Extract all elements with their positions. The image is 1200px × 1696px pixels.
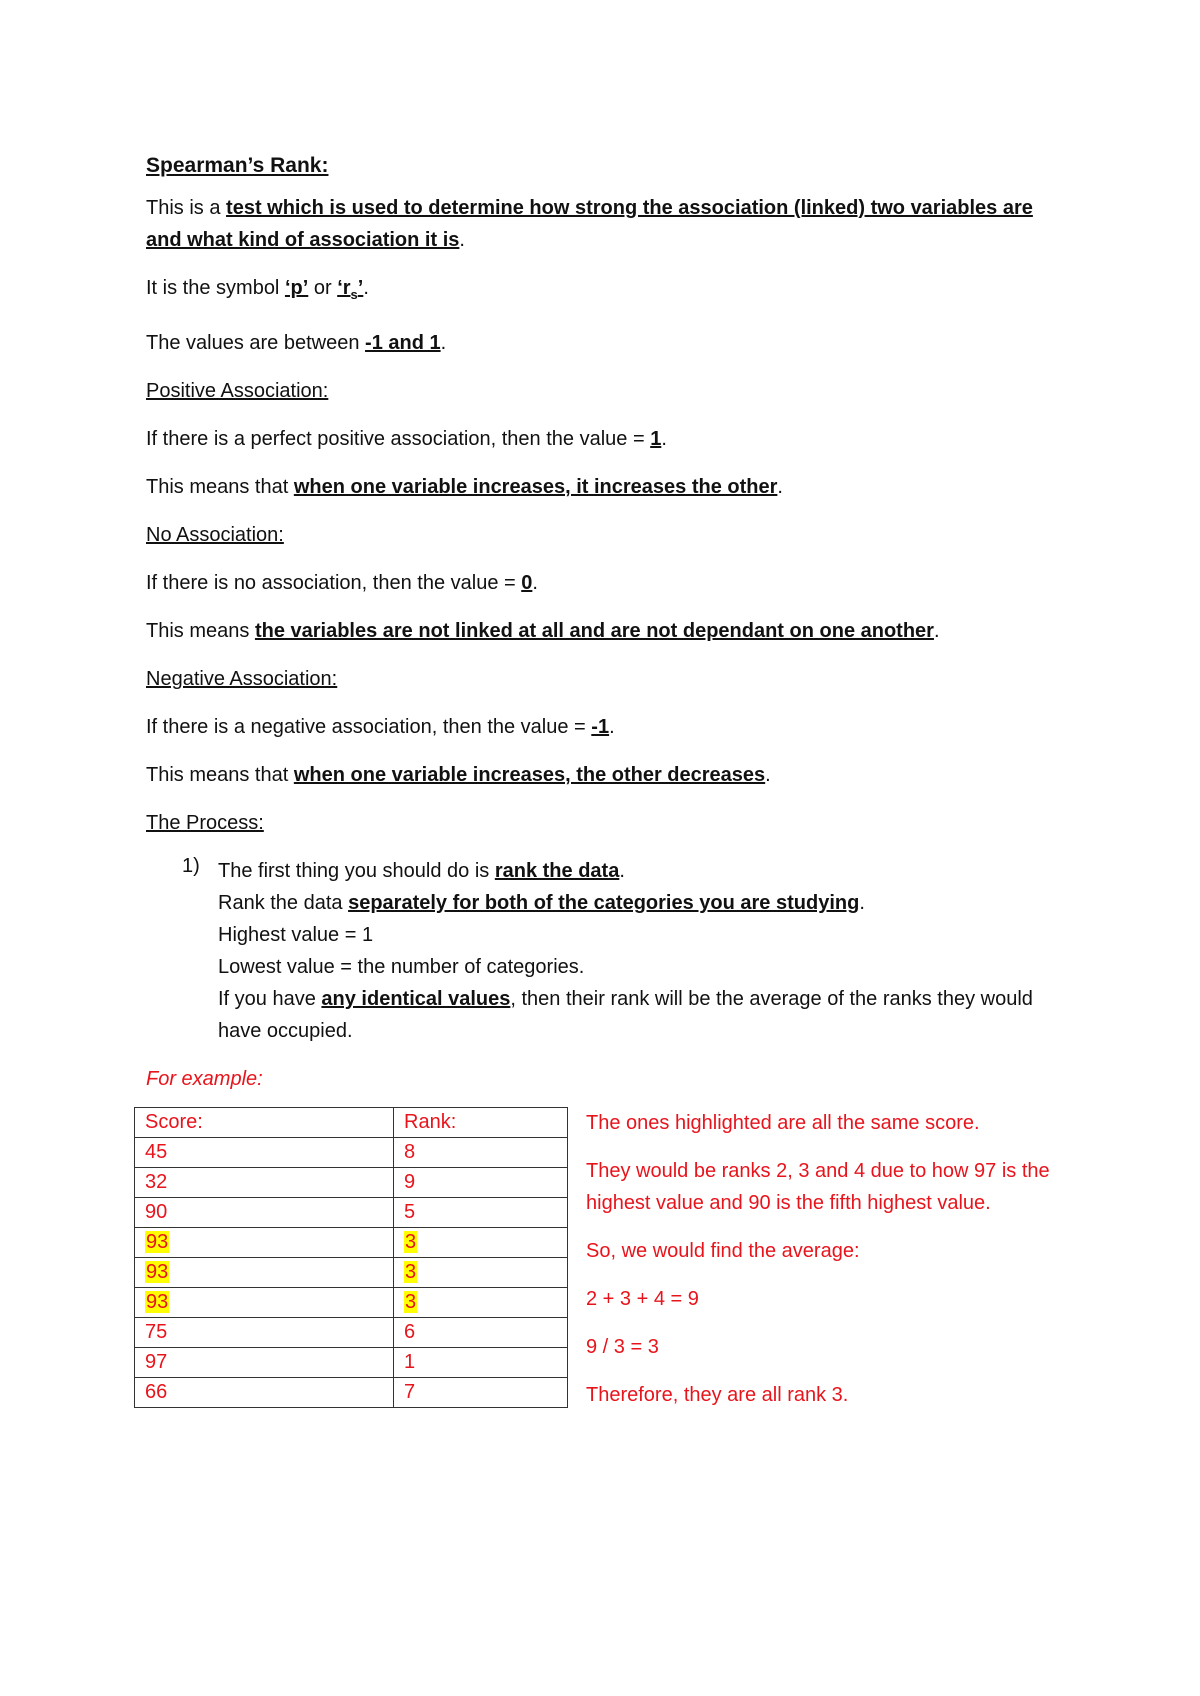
negative-heading: Negative Association: <box>146 668 338 690</box>
rank-table <box>134 1107 568 1408</box>
table-row <box>135 1168 568 1198</box>
positive-value-line: If there is a perfect positive association, then the value = 1. <box>146 428 667 450</box>
score-cell: 93 <box>135 1288 394 1318</box>
score-cell: 90 <box>135 1198 394 1228</box>
intro-emphasis: test which is used to determine how strong the association (linked) two variables are and what kind of association it is <box>146 197 1033 251</box>
rank-cell: 3 <box>394 1228 568 1258</box>
example-label: For example: <box>146 1068 263 1090</box>
symbol-p: ‘p’ <box>284 277 309 299</box>
positive-meaning-line: This means that when one variable increases, it increases the other. <box>146 476 783 498</box>
score-header: Score: <box>135 1108 394 1138</box>
explanation-notes <box>586 1107 1066 1427</box>
table-row <box>135 1318 568 1348</box>
process-heading: The Process: <box>146 812 264 834</box>
positive-heading: Positive Association: <box>146 380 329 402</box>
note-division: 9 / 3 = 3 <box>586 1336 659 1358</box>
score-cell: 66 <box>135 1378 394 1408</box>
values-range-line: The values are between -1 and 1. <box>146 332 447 354</box>
no-association-heading: No Association: <box>146 524 284 546</box>
list-number: 1) <box>182 855 200 877</box>
rank-cell: 8 <box>394 1138 568 1168</box>
note-sum: 2 + 3 + 4 = 9 <box>586 1288 699 1310</box>
negative-value-line: If there is a negative association, then the value = -1. <box>146 716 615 738</box>
process-step-1: 1) The first thing you should do is rank the data. Rank the data separately for both of the categories you are studying. Highest value = 1 Lowest value = the number of categories. If you have any identical values, then their rank will be the average of the ranks they would have occupied. <box>182 855 1033 1042</box>
score-cell: 93 <box>135 1258 394 1288</box>
negative-meaning-line: This means that when one variable increases, the other decreases. <box>146 764 771 786</box>
note-average: So, we would find the average: <box>586 1240 860 1262</box>
score-cell: 75 <box>135 1318 394 1348</box>
table-row <box>135 1288 568 1318</box>
score-cell: 32 <box>135 1168 394 1198</box>
table-row <box>135 1378 568 1408</box>
table-row <box>135 1348 568 1378</box>
rank-cell: 5 <box>394 1198 568 1228</box>
no-association-value-line: If there is no association, then the value = 0. <box>146 572 538 594</box>
symbol-line: It is the symbol ‘p’ or ‘$r_s$’. <box>146 277 369 302</box>
table-row <box>135 1228 568 1258</box>
rank-cell: 3 <box>394 1258 568 1288</box>
rank-cell: 7 <box>394 1378 568 1408</box>
note-ranks: They would be ranks 2, 3 and 4 due to how 97 is the highest value and 90 is the fifth highest value. <box>586 1160 1050 1214</box>
page-title: Spearman’s Rank: <box>146 154 329 177</box>
rank-cell: 1 <box>394 1348 568 1378</box>
table-row <box>135 1198 568 1228</box>
table-header-row <box>135 1108 568 1138</box>
table-row <box>135 1138 568 1168</box>
example-section <box>146 1107 1066 1467</box>
rank-cell: 3 <box>394 1288 568 1318</box>
note-conclusion: Therefore, they are all rank 3. <box>586 1384 849 1406</box>
rank-cell: 6 <box>394 1318 568 1348</box>
document-content <box>146 150 1066 1467</box>
rank-header: Rank: <box>394 1108 568 1138</box>
no-association-meaning-line: This means the variables are not linked at all and are not dependant on one another. <box>146 620 940 642</box>
intro-paragraph: This is a test which is used to determine how strong the association (linked) two variables are and what kind of association it is. <box>146 197 1033 251</box>
score-cell: 93 <box>135 1228 394 1258</box>
score-cell: 45 <box>135 1138 394 1168</box>
score-cell: 97 <box>135 1348 394 1378</box>
symbol-rs: ‘$r_s$’ <box>337 277 364 302</box>
note-highlighted: The ones highlighted are all the same score. <box>586 1112 980 1134</box>
rank-cell: 9 <box>394 1168 568 1198</box>
table-row <box>135 1258 568 1288</box>
